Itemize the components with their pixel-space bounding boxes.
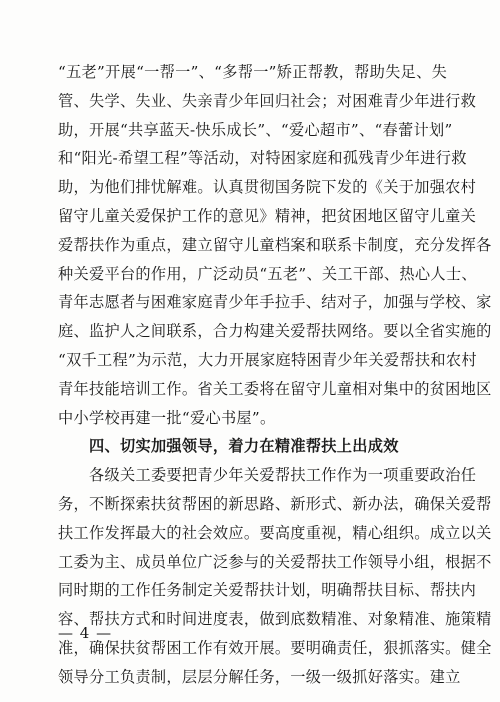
text-line: 准，确保扶贫帮困工作有效开展。要明确责任，狠抓落实。健全 (58, 638, 492, 657)
text-line: 扶工作发挥最大的社会效应。要高度重视，精心组织。成立以关 (58, 523, 492, 542)
section-heading: 四、切实加强领导，着力在精准帮扶上出成效 (89, 437, 399, 456)
text-line: 工委为主、成员单位广泛参与的关爱帮扶工作领导小组，根据不 (58, 552, 492, 571)
text-line: 容、帮扶方式和时间进度表，做到底数精准、对象精准、施策精 (58, 610, 492, 629)
text-line: 管、失学、失业、失亲青少年回归社会；对困难青少年进行救 (58, 91, 477, 110)
text-line: 各级关工委要把青少年关爱帮扶工作作为一项重要政治任 (89, 466, 477, 485)
text-line: 留守儿童关爱保护工作的意见》精神，把贫困地区留守儿童关 (58, 206, 477, 225)
text-line: 助，开展“共享蓝天-快乐成长”、“爱心超市”、“春蕾计划” (58, 120, 453, 139)
text-line: 中小学校再建一批“爱心书屋”。 (58, 408, 276, 427)
text-line: 青年志愿者与困难家庭青少年手拉手、结对子，加强与学校、家 (58, 293, 492, 312)
text-line: 青年技能培训工作。省关工委将在留守儿童相对集中的贫困地区 (58, 379, 492, 398)
page-number: — 4 — (58, 624, 113, 642)
text-line: “双千工程”为示范，大力开展家庭特困青少年关爱帮扶和农村 (58, 350, 477, 369)
text-line: 助，为他们排忧解难。认真贯彻国务院下发的《关于加强农村 (58, 178, 477, 197)
text-line: 领导分工负责制，层层分解任务，一级一级抓好落实。建立 (58, 667, 461, 686)
text-line: 同时期的工作任务制定关爱帮扶计划，明确帮扶目标、帮扶内 (58, 581, 477, 600)
text-line: 庭、监护人之间联系，合力构建关爱帮扶网络。要以全省实施的 (58, 322, 492, 341)
text-line: “五老”开展“一帮一”、“多帮一”矫正帮教，帮助失足、失 (58, 63, 448, 81)
text-line: 种关爱平台的作用，广泛动员“五老”、关工干部、热心人士、 (58, 264, 477, 283)
text-line: 务，不断探索扶贫帮困的新思路、新形式、新办法，确保关爱帮 (58, 494, 492, 513)
body-text (58, 58, 492, 692)
text-line: 和“阳光-希望工程”等活动，对特困家庭和孤残青少年进行救 (58, 149, 467, 168)
text-line: 爱帮扶作为重点，建立留守儿童档案和联系卡制度，充分发挥各 (58, 235, 492, 254)
